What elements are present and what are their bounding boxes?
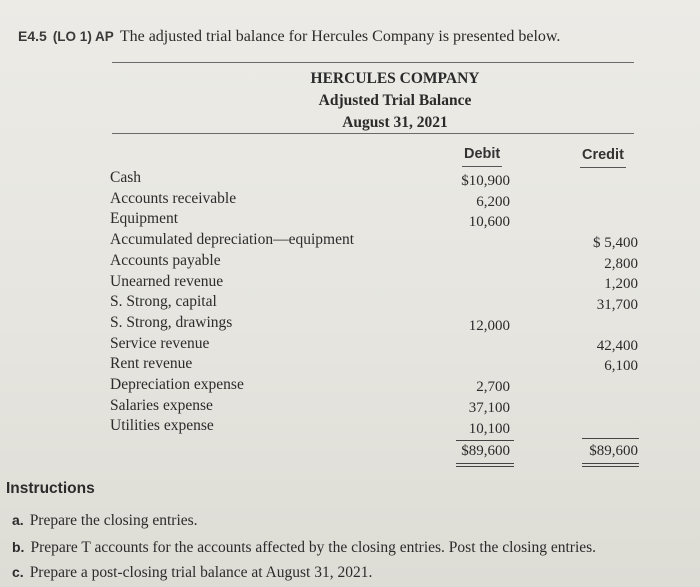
instruction-item xyxy=(12,564,372,582)
debit-header-label: Debit xyxy=(464,146,501,162)
top-divider xyxy=(112,62,634,63)
statement-heading xyxy=(300,68,490,134)
credit-rent-revenue: 6,100 xyxy=(604,358,638,374)
account-row: Rent revenue xyxy=(110,355,193,373)
credit-column-header xyxy=(582,147,624,163)
credit-unearned-revenue: 1,200 xyxy=(604,276,638,292)
debit-double-rule-2 xyxy=(456,466,514,467)
debit-total-rule xyxy=(456,440,514,441)
instructions-heading: Instructions xyxy=(6,480,95,497)
debit-accounts-receivable: 6,200 xyxy=(476,194,510,210)
credit-accounts-payable: 2,800 xyxy=(604,256,638,272)
statement-title: Adjusted Trial Balance xyxy=(318,92,472,109)
objective-tag: (LO 1) AP xyxy=(52,29,114,44)
account-row: Accumulated depreciation—equipment xyxy=(110,231,355,249)
debit-cash: $10,900 xyxy=(461,173,510,189)
instruction-text: Prepare T accounts for the accounts affected by the closing entries. Post the closing entries. xyxy=(30,539,597,556)
credit-service-revenue: 42,400 xyxy=(596,338,638,354)
debit-total: $89,600 xyxy=(461,443,510,459)
instruction-letter: a. xyxy=(12,512,24,528)
debit-equipment: 10,600 xyxy=(468,214,510,230)
account-row: Utilities expense xyxy=(110,417,214,435)
credit-double-rule-1 xyxy=(582,463,639,464)
instruction-text: Prepare the closing entries. xyxy=(29,512,198,529)
problem-prompt: The adjusted trial balance for Hercules Company is presented below. xyxy=(119,28,561,45)
account-row: Unearned revenue xyxy=(110,272,224,290)
instruction-text: Prepare a post-closing trial balance at August 31, 2021. xyxy=(29,564,373,581)
account-row: Equipment xyxy=(110,210,179,228)
instruction-letter: c. xyxy=(12,564,24,580)
debit-utilities-expense: 10,100 xyxy=(468,421,510,437)
credit-total-rule xyxy=(582,438,639,439)
credit-total: $89,600 xyxy=(589,443,638,459)
debit-drawings: 12,000 xyxy=(468,318,510,334)
statement-date: August 31, 2021 xyxy=(342,114,448,131)
account-row: S. Strong, drawings xyxy=(110,313,233,331)
account-row: Cash xyxy=(110,169,141,186)
problem-header xyxy=(18,28,560,46)
heading-divider xyxy=(112,133,634,134)
credit-capital: 31,700 xyxy=(596,297,638,313)
credit-header-label: Credit xyxy=(582,147,624,163)
instruction-letter: b. xyxy=(12,539,25,555)
account-row: Salaries expense xyxy=(110,396,213,414)
account-row: Accounts receivable xyxy=(110,189,237,207)
company-name: HERCULES COMPANY xyxy=(310,70,480,87)
account-row: S. Strong, capital xyxy=(110,293,217,311)
debit-column-header xyxy=(464,146,500,162)
instruction-item xyxy=(12,539,596,557)
debit-double-rule-1 xyxy=(456,463,514,464)
debit-salaries-expense: 37,100 xyxy=(468,400,510,416)
credit-double-rule-2 xyxy=(582,466,639,467)
credit-accumulated-depreciation: $ 5,400 xyxy=(593,235,638,251)
debit-depreciation-expense: 2,700 xyxy=(476,379,510,395)
account-row: Depreciation expense xyxy=(110,376,244,394)
problem-number: E4.5 xyxy=(18,28,47,44)
instruction-item xyxy=(12,512,198,530)
account-row: Accounts payable xyxy=(110,251,221,269)
account-list xyxy=(110,168,354,437)
account-row: Service revenue xyxy=(110,334,210,352)
